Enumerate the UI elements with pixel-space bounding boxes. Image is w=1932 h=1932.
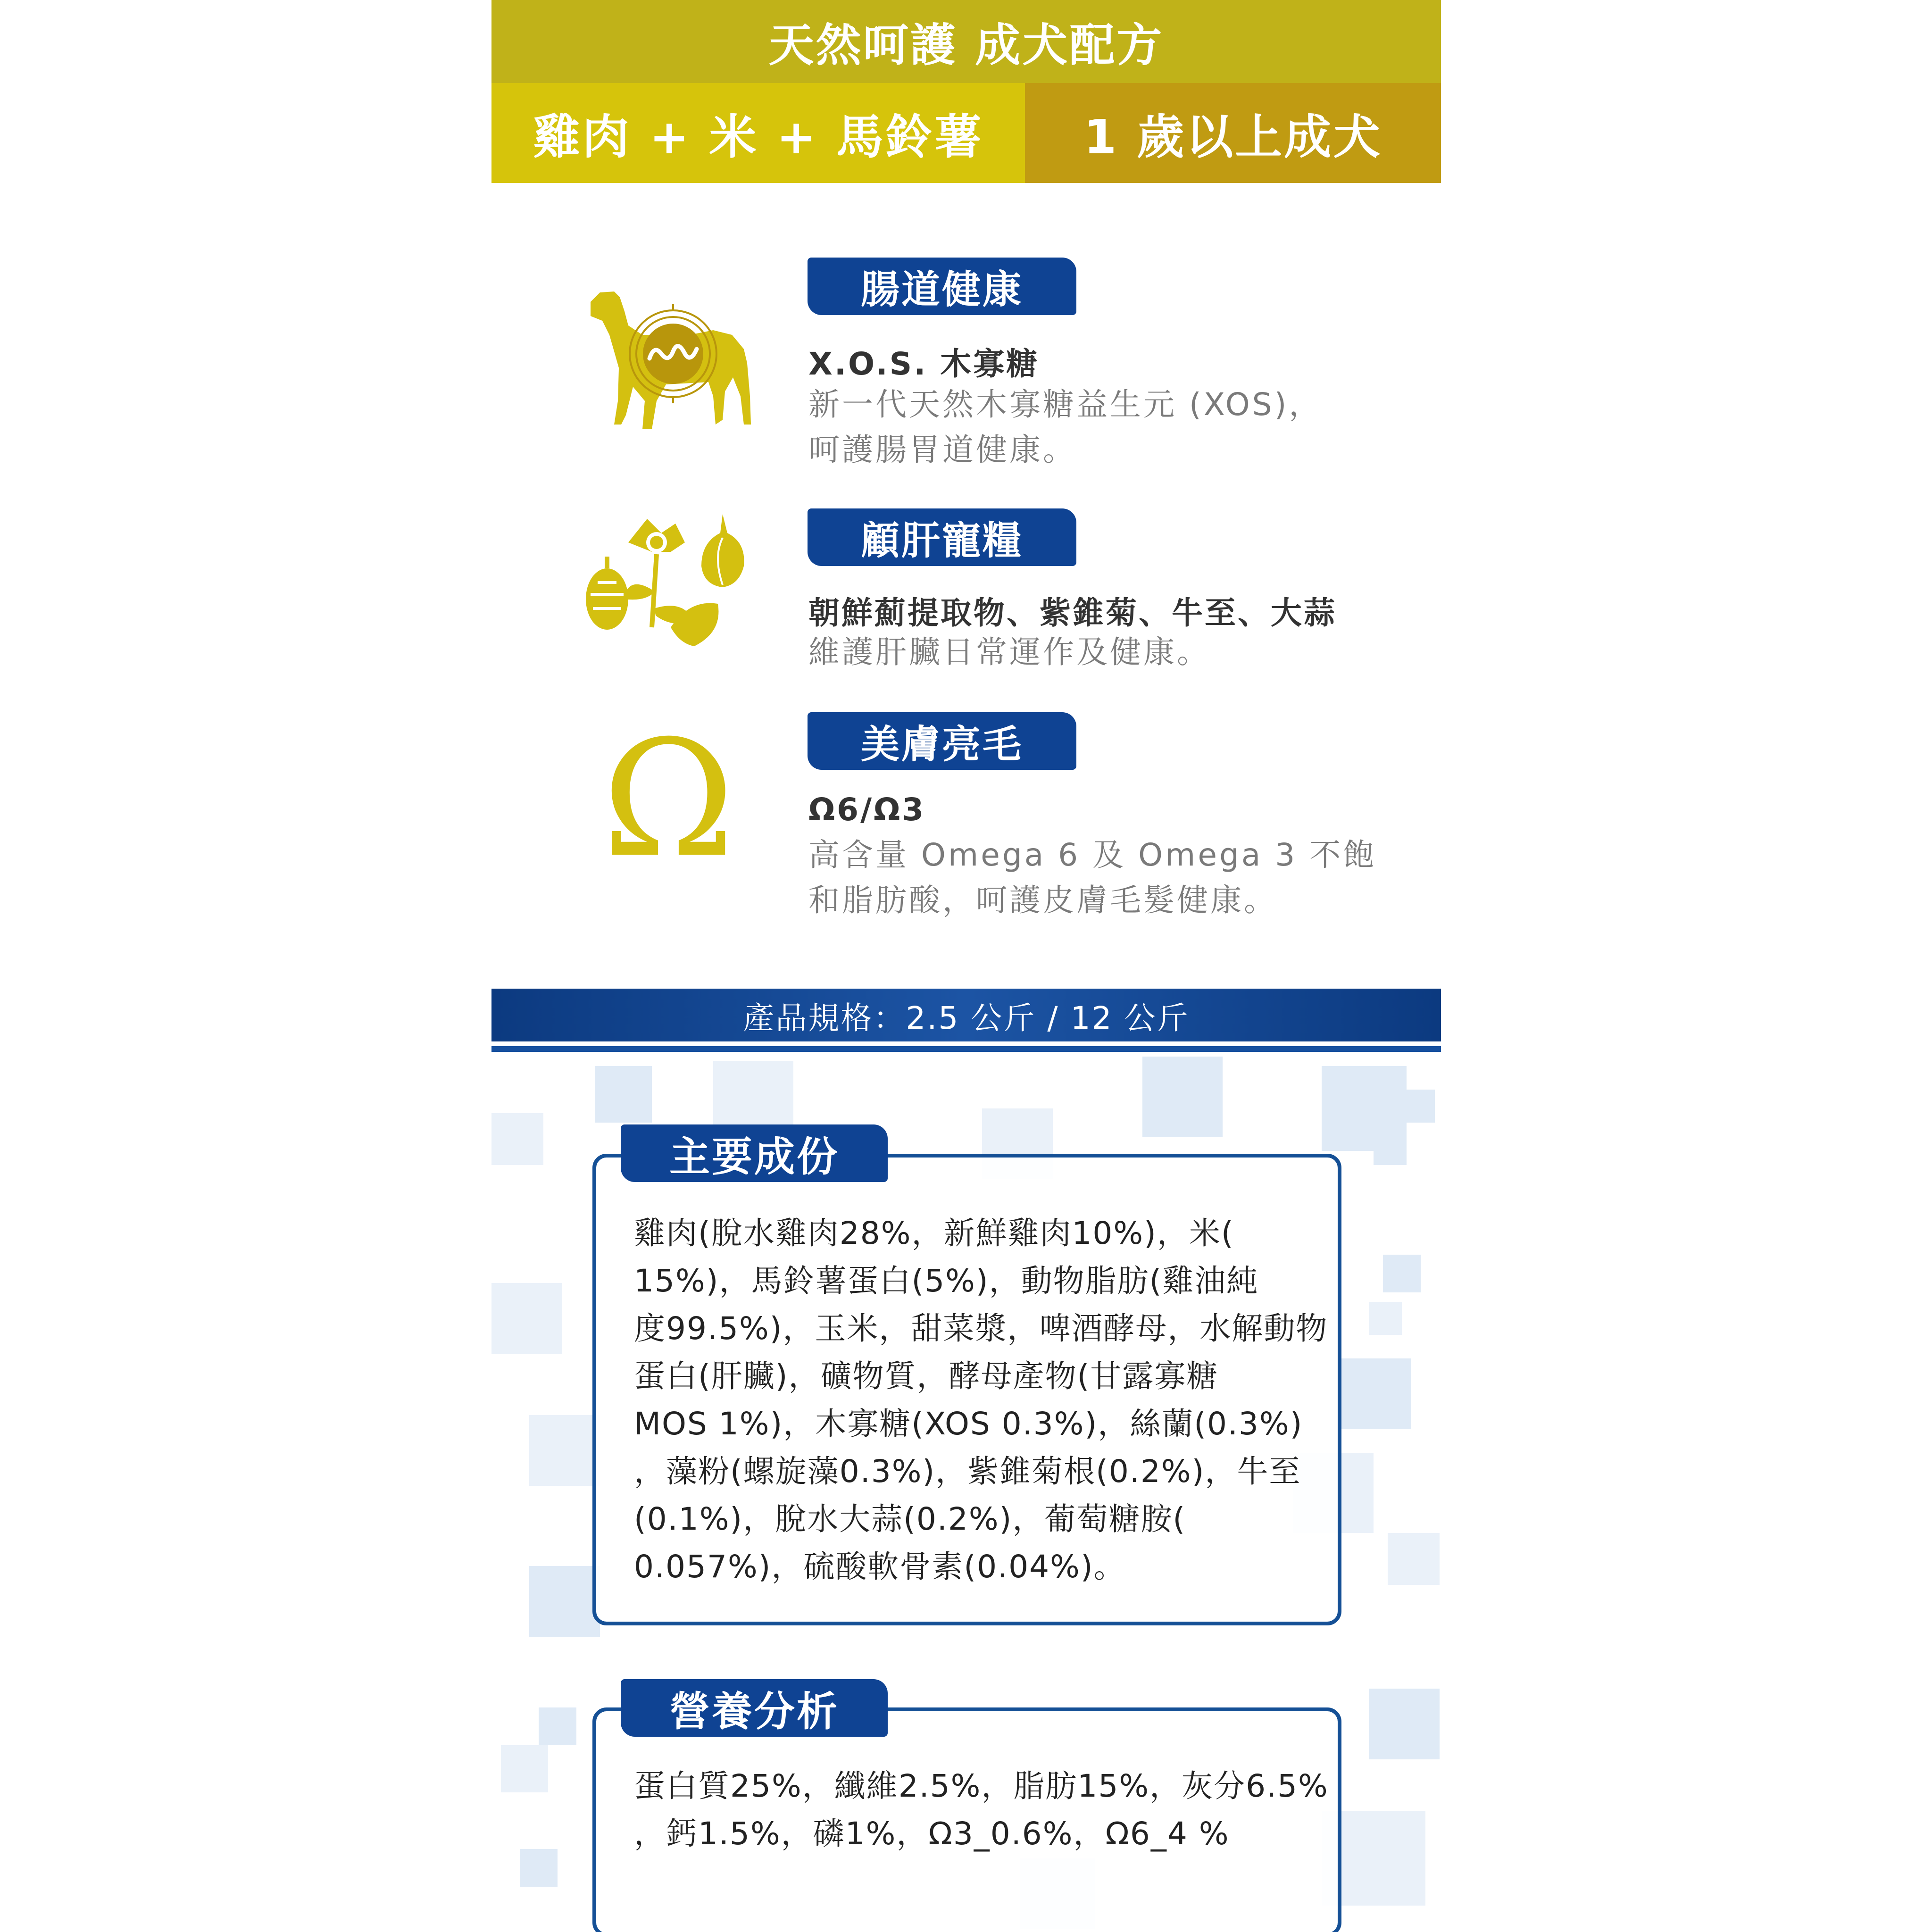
nutrition-box xyxy=(592,1707,1341,1932)
omega-heading: Ω6/Ω3 xyxy=(808,791,926,828)
spec-underline xyxy=(491,1046,1441,1052)
ingredients-box xyxy=(592,1154,1341,1625)
product-page xyxy=(491,0,1441,1932)
nutrition-text: 蛋白質25%，纖維2.5%，脂肪15%，灰分6.5% ，鈣1.5%，磷1%，Ω3_0.6%，Ω6_4 % xyxy=(634,1768,1329,1852)
formula-title: 天然呵護 成犬配方 xyxy=(491,0,1441,83)
gut-heading: X.O.S. 木寡糖 xyxy=(808,346,1040,382)
ingredients-title: 主要成份 xyxy=(621,1124,888,1182)
gut-description: 新一代天然木寡糖益生元 (XOS)， 呵護腸胃道健康。 xyxy=(808,386,1323,468)
ingredients-text: 雞肉(脫水雞肉28%，新鮮雞肉10%)，米( 15%)，馬鈴薯蛋白(5%)，動物脂肪(雞油純 度99.5%)，玉米，甜菜漿，啤酒酵母，水解動物 蛋白(肝臟)，礦物質，酵母產物(甘露寡糖 MOS 1%)，木寡糖(XOS 0.3%)，絲蘭(0.3%) ，藻粉(螺旋藻0.3%)，紫錐菊根(0.2%)，牛至 (0.1%)，脫水大蒜(0.2%)，葡萄糖胺( 0.057%)，硫酸軟骨素(0.04%)。 xyxy=(634,1215,1328,1585)
tag-gut-health: 腸道健康 xyxy=(808,258,1076,315)
liver-description: 維護肝臟日常運作及健康。 xyxy=(808,634,1210,670)
age-banner: 1 歲以上成犬 xyxy=(1025,83,1441,183)
nutrition-title: 營養分析 xyxy=(621,1679,888,1737)
omega-icon: Ω xyxy=(602,706,735,893)
liver-heading: 朝鮮薊提取物、紫錐菊、牛至、大蒜 xyxy=(808,595,1337,631)
herbs-icon xyxy=(581,514,756,670)
tag-skin-coat: 美膚亮毛 xyxy=(808,712,1076,770)
dog-gut-icon xyxy=(581,283,756,439)
omega-description: 高含量 Omega 6 及 Omega 3 不飽 和脂肪酸，呵護皮膚毛髮健康。 xyxy=(808,837,1377,918)
product-spec-bar: 產品規格：2.5 公斤 / 12 公斤 xyxy=(491,989,1441,1041)
tag-liver-care: 顧肝寵糧 xyxy=(808,508,1076,566)
main-ingredients-banner: 雞肉 + 米 + 馬鈴薯 xyxy=(491,83,1025,183)
